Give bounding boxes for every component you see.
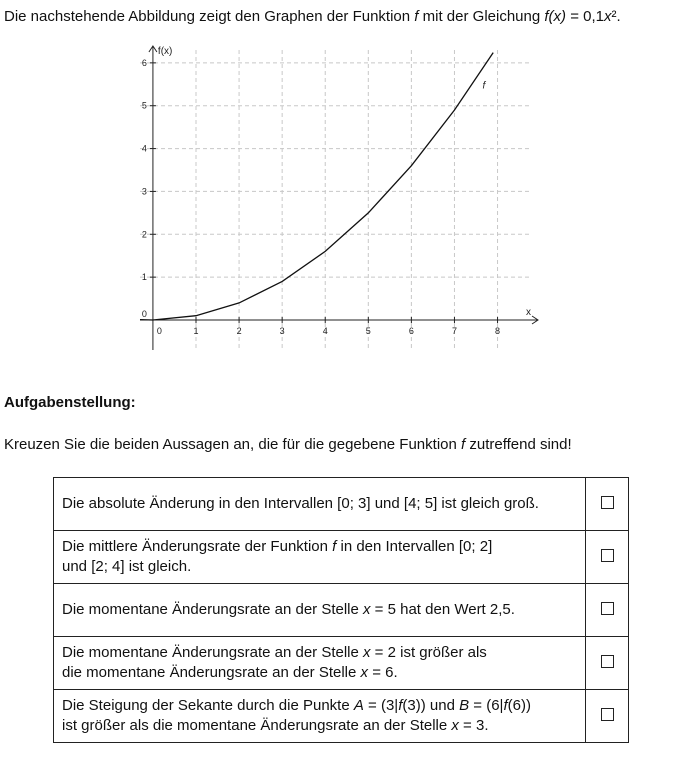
x-tick-label: 4 [322, 326, 328, 336]
task-heading: Aufgabenstellung: [4, 394, 136, 411]
statement-text: Die Steigung der Sekante durch die Punkte A = (3|f(3)) und B = (6|f(6)) ist größer als die momentane Änderungsrate an der Stelle x = 3. [54, 690, 586, 743]
statement-table [53, 477, 629, 743]
intro-text: Die nachstehende Abbildung zeigt den Graphen der Funktion f mit der Gleichung f(x) = 0,1x². [4, 8, 621, 25]
statement-checkbox-4[interactable] [601, 655, 614, 668]
x-tick-label: 7 [451, 326, 457, 336]
y-tick-label: 1 [141, 272, 147, 283]
y-tick-label: 4 [141, 143, 147, 154]
statement-row-2 [54, 531, 629, 584]
x-tick-label: 1 [193, 326, 199, 336]
function-graph [130, 42, 550, 364]
x-axis-label: x [526, 307, 531, 318]
y-tick-label: 5 [141, 100, 147, 111]
statement-checkbox-2[interactable] [601, 549, 614, 562]
y-axis-label: f(x) [157, 46, 173, 57]
y-tick-label: 0 [141, 309, 147, 319]
statement-checkbox-5[interactable] [601, 708, 614, 721]
statement-checkbox-1[interactable] [601, 496, 614, 509]
function-curve [140, 53, 493, 320]
statement-text: Die mittlere Änderungsrate der Funktion f in den Intervallen [0; 2] und [2; 4] ist gleich. [54, 531, 586, 584]
statement-row-3 [54, 584, 629, 637]
statement-row-4 [54, 637, 629, 690]
x-tick-label: 8 [495, 326, 501, 336]
statement-checkbox-3[interactable] [601, 602, 614, 615]
statement-text: Die momentane Änderungsrate an der Stelle x = 5 hat den Wert 2,5. [54, 584, 586, 637]
statement-row-5 [54, 690, 629, 743]
statement-text: Die absolute Änderung in den Intervallen [0; 3] und [4; 5] ist gleich groß. [54, 478, 586, 531]
y-tick-label: 2 [141, 229, 147, 240]
task-instruction: Kreuzen Sie die beiden Aussagen an, die für die gegebene Funktion f zutreffend sind! [4, 436, 572, 453]
y-tick-label: 6 [141, 57, 147, 68]
x-tick-label: 0 [156, 326, 162, 336]
statement-text: Die momentane Änderungsrate an der Stelle x = 2 ist größer als die momentane Änderungsrate an der Stelle x = 6. [54, 637, 586, 690]
statement-row-1 [54, 478, 629, 531]
x-tick-label: 5 [365, 326, 371, 336]
x-tick-label: 3 [279, 326, 285, 336]
y-tick-label: 3 [141, 186, 147, 197]
x-tick-label: 2 [236, 326, 242, 336]
curve-label: f [482, 80, 486, 92]
x-tick-label: 6 [408, 326, 414, 336]
